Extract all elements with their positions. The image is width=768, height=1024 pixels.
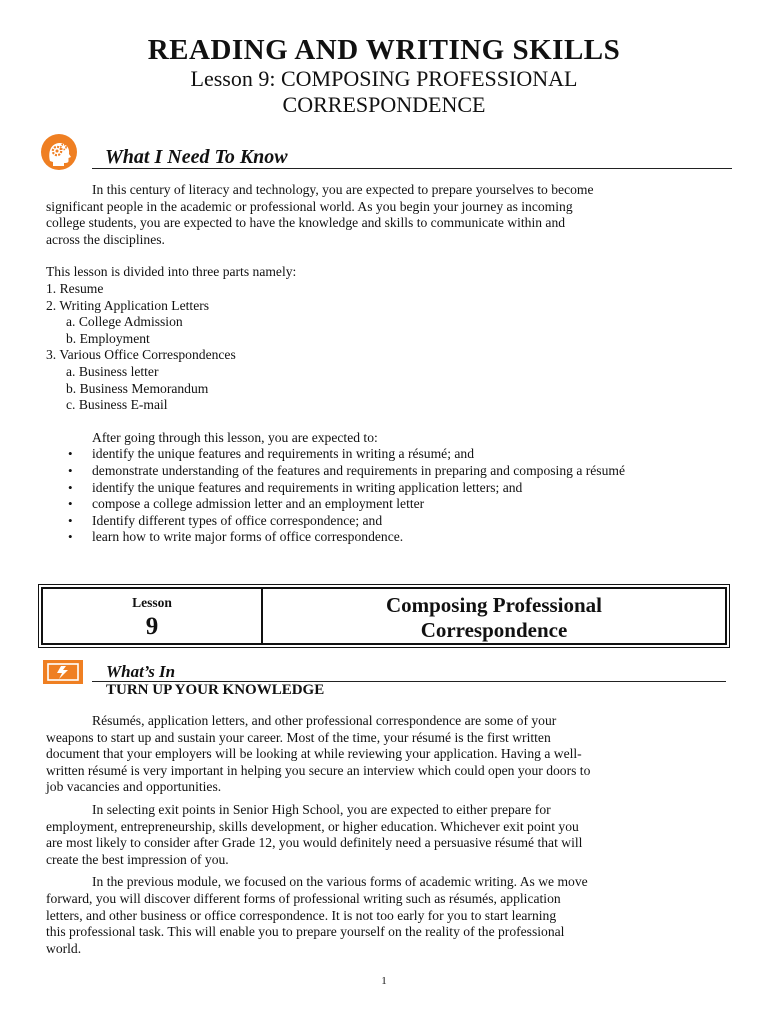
outline-subitem: a. Business letter [66, 363, 159, 379]
head-gears-icon [40, 133, 78, 171]
text-line: letters, and other business or office correspondence. It is not too early for you to start learning [46, 907, 557, 923]
objectives-list [46, 446, 736, 546]
outline-item: 2. Writing Application Letters [46, 297, 210, 313]
lesson-title-line-1: Composing Professional [385, 593, 603, 617]
text-line: In selecting exit points in Senior High School, you are expected to either prepare for [92, 801, 551, 817]
text-line: forward, you will discover different forms of professional writing such as résumés, application [46, 890, 561, 906]
text-line: Résumés, application letters, and other professional correspondence are some of your [92, 713, 557, 728]
text-line: employment, entrepreneurship, skills development, or higher education. Whichever exit point you [46, 818, 579, 834]
text-line: document that your employers will be looking at while reviewing your application. Having a well- [46, 746, 582, 762]
objectives-intro: After going through this lesson, you are expected to: [92, 429, 378, 445]
paragraph [46, 802, 736, 868]
outline-subitem: b. Business Memorandum [66, 380, 209, 396]
paragraph [46, 713, 736, 796]
outline-subitem: c. Business E-mail [66, 397, 168, 413]
text-line: world. [46, 940, 82, 956]
whats-in-subheading: TURN UP YOUR KNOWLEDGE [106, 682, 325, 698]
text-line: this professional task. This will enable you to prepare yourself on the reality of the professional [46, 924, 565, 940]
objective-item: • identify the unique features and requirements in writing a résumé; and [46, 446, 736, 463]
text-line: weapons to start up and sustain your career. Most of the time, your résumé is the first written [46, 729, 551, 745]
lesson-subtitle [0, 66, 768, 118]
lesson-title-cell [263, 589, 725, 643]
objective-item: • compose a college admission letter and an employment letter [46, 496, 736, 513]
section-rule [92, 168, 732, 169]
page-number: 1 [381, 975, 387, 987]
outline-item: 1. Resume [46, 280, 104, 296]
paragraph [46, 874, 736, 957]
objective-item: • demonstrate understanding of the features and requirements in preparing and composing a résumé [46, 463, 736, 480]
need-to-know-heading: What I Need To Know [105, 146, 288, 168]
objective-item: • learn how to write major forms of office correspondence. [46, 529, 736, 546]
objective-item: • Identify different types of office correspondence; and [46, 513, 736, 530]
lesson-outline [46, 281, 736, 414]
lesson-title-box [38, 584, 730, 648]
intro-paragraph [46, 182, 736, 248]
text-line: are most likely to consider after Grade 12, you would definitely need a persuasive résumé that will [46, 835, 583, 851]
lesson-box-inner [41, 587, 727, 645]
lesson-number: 9 [145, 613, 159, 640]
text-line: In the previous module, we focused on the various forms of academic writing. As we move [92, 874, 588, 890]
whats-in-body [46, 713, 736, 957]
objective-item: • identify the unique features and requirements in writing application letters; and [46, 480, 736, 497]
need-to-know-body [46, 182, 736, 546]
text-line: written résumé is very important in helping you secure an interview which could open your doors to [46, 762, 591, 778]
text-line: In this century of literacy and technology, you are expected to prepare yourselves to become [92, 182, 594, 197]
text-line: college students, you are expected to have the knowledge and skills to communicate within and [46, 215, 566, 231]
document-title: READING AND WRITING SKILLS [147, 34, 621, 66]
whats-in-heading: What’s In [106, 662, 176, 681]
lesson-title-line-2: Correspondence [420, 618, 568, 642]
text-line: job vacancies and opportunities. [46, 779, 222, 795]
text-line: significant people in the academic or professional world. As you begin your journey as incoming [46, 198, 573, 214]
outline-subitem: b. Employment [66, 330, 150, 346]
lesson-number-cell [43, 589, 263, 643]
text-line: create the best impression of you. [46, 851, 229, 867]
lightning-board-icon [43, 660, 83, 684]
subtitle-line-2: CORRESPONDENCE [282, 92, 486, 117]
lesson-label: Lesson [132, 595, 172, 610]
outline-item: 3. Various Office Correspondences [46, 347, 236, 363]
text-line: across the disciplines. [46, 231, 165, 247]
outline-subitem: a. College Admission [66, 314, 183, 330]
subtitle-line-1: Lesson 9: COMPOSING PROFESSIONAL [190, 66, 578, 91]
parts-intro: This lesson is divided into three parts namely: [46, 264, 297, 280]
